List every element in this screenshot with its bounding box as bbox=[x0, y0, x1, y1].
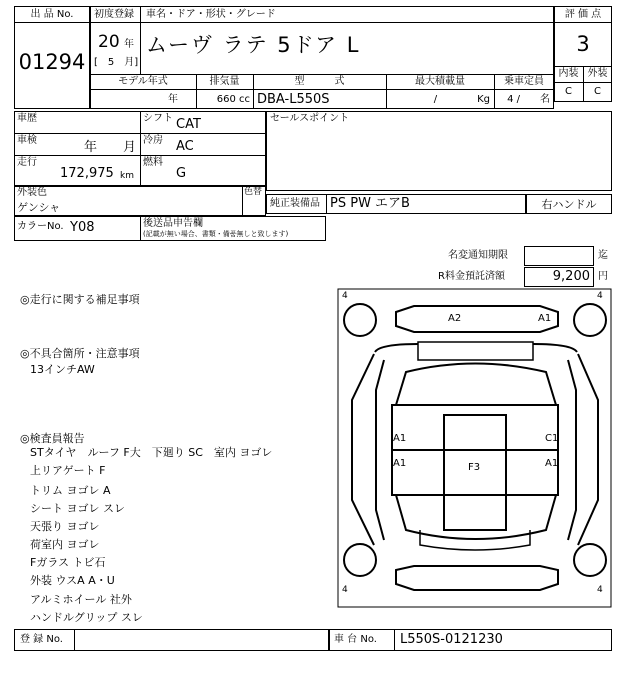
color-no-label: カラーNo. bbox=[17, 221, 64, 232]
history-label: 車歴 bbox=[17, 113, 37, 124]
inspector-line: シート ヨゴレ スレ bbox=[30, 502, 125, 515]
grade-value: 3 bbox=[576, 32, 590, 56]
tire-label: 4 bbox=[342, 291, 348, 301]
exterior-label: 外装 bbox=[587, 68, 608, 79]
recycle-label: R料金預託済額 bbox=[438, 271, 505, 282]
oem-equipment-label: 純正装備品 bbox=[270, 198, 320, 209]
capacity-label: 乗車定員 bbox=[504, 76, 544, 87]
inspection-value: 年 月 bbox=[84, 140, 137, 155]
mileage-label: 走行 bbox=[17, 157, 37, 168]
aftermarket-note: (記載が無い場合、書類・備품無しと致します) bbox=[143, 230, 289, 238]
defects-line: 13インチAW bbox=[30, 363, 95, 376]
driving-title: ◎走行に関する補足事項 bbox=[20, 293, 140, 306]
fuel-value: G bbox=[176, 166, 187, 181]
mileage-value: 172,975 bbox=[60, 166, 114, 181]
displacement-label: 排気量 bbox=[209, 76, 240, 87]
displacement-value: 660 cc bbox=[216, 94, 250, 105]
interior-label: 内装 bbox=[558, 68, 579, 79]
damage-mark: A2 bbox=[448, 313, 462, 324]
damage-mark: A1 bbox=[545, 458, 559, 469]
inspector-line: トリム ヨゴレ A bbox=[30, 484, 111, 497]
aftermarket-label: 後送品申告欄 bbox=[143, 218, 203, 229]
color-no-value: Y08 bbox=[70, 220, 95, 235]
tire-label: 4 bbox=[597, 291, 603, 301]
inspector-line: STタイヤ ルーフ F大 下廻り SC 室内 ヨゴレ bbox=[30, 446, 273, 459]
shift-value: CAT bbox=[176, 117, 201, 132]
damage-mark: A1 bbox=[538, 313, 552, 324]
first-reg-year: 20 bbox=[98, 32, 120, 52]
vehicle-name: ムーヴ ラテ 5ドア L bbox=[146, 33, 361, 57]
inspection-label: 車検 bbox=[17, 135, 37, 146]
damage-mark: F3 bbox=[468, 462, 481, 473]
ac-value: AC bbox=[176, 139, 194, 154]
damage-mark: A1 bbox=[393, 433, 407, 444]
lot-number: 01294 bbox=[18, 50, 86, 74]
color-change-label: 色替 bbox=[244, 187, 263, 197]
steering-value: 右ハンドル bbox=[541, 198, 597, 211]
tire-rear-left-icon bbox=[344, 544, 376, 576]
tire-label: 4 bbox=[342, 585, 348, 595]
model-label: 型 式 bbox=[294, 76, 345, 87]
tire-label: 4 bbox=[597, 585, 603, 595]
model-year-value: 年 bbox=[168, 94, 178, 105]
inspector-line: ハンドルグリップ スレ bbox=[30, 611, 143, 624]
capacity-value: 4 / 名 bbox=[507, 94, 550, 105]
mileage-unit: km bbox=[120, 171, 134, 181]
ac-label: 冷房 bbox=[143, 135, 163, 146]
first-reg-month: [ 5 月] bbox=[94, 57, 139, 68]
damage-mark: A1 bbox=[393, 458, 407, 469]
chassis-label: 車 台 No. bbox=[334, 634, 377, 645]
inspector-line: アルミホイール 社外 bbox=[30, 593, 132, 606]
year-unit: 年 bbox=[124, 39, 134, 50]
sales-point-label: セールスポイント bbox=[270, 113, 350, 124]
fuel-label: 燃料 bbox=[143, 157, 163, 168]
inspector-title: ◎検査員報告 bbox=[20, 432, 85, 445]
interior-grade: C bbox=[565, 86, 572, 97]
color-label: 外装色 bbox=[17, 187, 47, 198]
vehicle-label: 車名・ドア・形状・グレード bbox=[146, 9, 276, 20]
oem-equipment-value: PS PW エアB bbox=[330, 196, 410, 211]
shift-label: シフト bbox=[143, 113, 173, 124]
lot-label: 出 品 No. bbox=[30, 9, 74, 20]
defects-title: ◎不具合箇所・注意事項 bbox=[20, 347, 140, 360]
inspector-line: 天張り ヨゴレ bbox=[30, 520, 100, 533]
model-year-label: モデル年式 bbox=[118, 76, 168, 87]
inspector-line: 上リアゲート F bbox=[30, 464, 106, 477]
first-reg-label: 初度登録 bbox=[94, 9, 134, 20]
tire-rear-right-icon bbox=[574, 544, 606, 576]
tire-front-right-icon bbox=[574, 304, 606, 336]
inspector-line: 荷室内 ヨゴレ bbox=[30, 538, 100, 551]
grade-label: 評 価 点 bbox=[564, 9, 602, 20]
model-value: DBA-L550S bbox=[257, 92, 330, 107]
chassis-value: L550S-0121230 bbox=[400, 632, 503, 647]
reg-no-label: 登 録 No. bbox=[20, 634, 63, 645]
recycle-unit: 円 bbox=[598, 271, 608, 282]
max-load-value: / Kg bbox=[433, 94, 490, 105]
inspector-line: 外装 ウスA A・U bbox=[30, 574, 115, 587]
name-change-label: 名変通知期限 bbox=[448, 250, 508, 261]
recycle-value: 9,200 bbox=[552, 269, 590, 284]
tire-front-left-icon bbox=[344, 304, 376, 336]
max-load-label: 最大積載量 bbox=[415, 76, 465, 87]
damage-mark: C1 bbox=[545, 433, 559, 444]
exterior-grade: C bbox=[594, 86, 601, 97]
inspector-line: Fガラス トビ石 bbox=[30, 556, 106, 569]
color-value: ゲンシャ bbox=[17, 201, 61, 214]
name-change-unit: 迄 bbox=[598, 250, 608, 261]
